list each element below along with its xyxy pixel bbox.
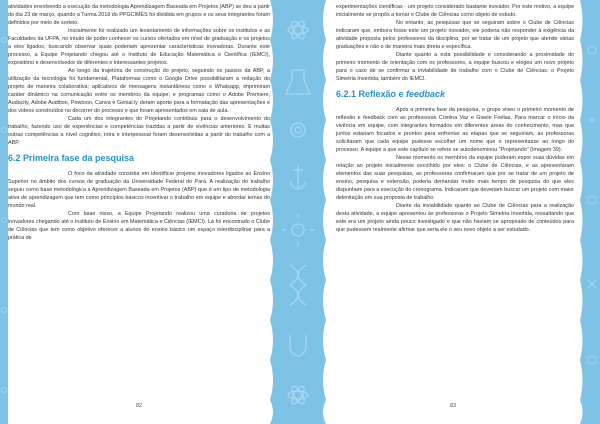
heading-italic-text: feedback bbox=[406, 89, 446, 99]
page-number: 82 bbox=[135, 403, 143, 409]
paragraph: No entanto, as pesquisas que se seguiram sobre o Clube de Ciências indicaram que, embora fosse este um projeto inovador, ele poderia não responder à exigência da atividade proposta pelos professores da disciplina, por se tratar de um projeto que atende várias graduações e não o de maneira mais direta e específica. bbox=[336, 20, 574, 50]
subsection-heading bbox=[336, 89, 574, 100]
left-page bbox=[8, 0, 270, 424]
paragraph: atividades envolvendo a execução da metodologia Aprendizagem Baseada em Projetos (ABP) se deu a partir do dia 23 de março, quando a Turma 2018 do PPGCIMES foi dividida em grupos e os seus integrantes foram definidos por meio de sorteio. bbox=[8, 4, 270, 26]
heading-text: 6.2.1 Reflexão e bbox=[336, 89, 407, 99]
right-outer-border bbox=[580, 0, 600, 424]
paragraph: O foco da atividade consistia em identificar projetos inovadores ligados ao Ensino Superior no âmbito dos cursos de graduação da Universidade Federal do Pará. A realização do trabalho seguiu como base metodológica a Aprendizagem Baseada em Projetos (ABP) que é um tipo de metodologia ativa de aprendizagem que tem como princípios básicos incentivar o trabalho em equipe e abordar temas do mundo real. bbox=[8, 171, 270, 209]
paragraph: Após a primeira fase da pesquisa, o grupo viveu o primeiro momento de reflexão e feedback com as professoras Cristina Vaz e Gisele Freitas. Para marcar o início da vivência em equipe, com integrantes formados em diferentes áreas do conhecimento, mas que juntos estariam focados e prontos para enfrentar as etapas que se seguiriam, as professoras solicitaram que cada equipe pudesse escolher um nome que o representasse ao longo do processo. A equipe a que este capítulo se refere se autodenominou "Projetando" (Imagem 39). bbox=[336, 107, 574, 153]
paragraph: Cada um dos integrantes do Projetando contribuiu para o desenvolvimento do trabalho, fazendo uso de experiências e competências trazidas a partir de vivências anteriores. E muitas outras competências a nível cognitivo, intra e interpessoal foram desenvolvidas a partir do trabalho com a ABP. bbox=[8, 116, 270, 146]
paragraph: Diante da inviabilidade quanto ao Clube de Ciências para a realização desta atividade, a equipe apresentou às professoras o Projeto Simetria Invertida, ressaltando que este era um projeto ainda pouco investigado e que não haviam se apropriado de conteúdos para que pudessem realmente afirmar que seria ele o seu novo objeto a ser estudado. bbox=[336, 203, 574, 233]
section-heading: 6.2 Primeira fase da pesquisa bbox=[8, 153, 135, 163]
science-pattern bbox=[270, 0, 326, 424]
paragraph: Ao longo da trajetória de construção do projeto, seguindo os passos da ABP, a utilização da tecnologia foi fundamental. Plataformas como o Google Drive possibilitaram a redação do projeto de maneira colaborativa; aplicativos de mensagens instantâneos como o Whatsapp, imprimiram caráter dinâmico na comunicação entre os membros da equipe; e programas como o Adobe Premiere, Audacity, Adobe Audition, Powtoon, Canva e Genial.ly deram aporte para a formatação das apresentações e dos vídeos construídos no decorrer do processo e que foram apresentados em sala de aula. bbox=[8, 68, 270, 114]
right-page-text bbox=[336, 3, 574, 234]
left-outer-border bbox=[0, 0, 8, 424]
science-pattern bbox=[0, 0, 8, 424]
paragraph: Inicialmente foi realizado um levantamento de informações sobre os institutos e as Faculdades da UFPA, no intuito de poder conhecer os cursos ofertados em nível de graduação e os projetos a eles ligados, buscando observar quais poderiam apresentar características inovadoras. Durante este processo, a Equipe Projetando chegou até o Instituto de Educação Matemática e Científica (IEMCI), expositório e desenvolvedor de diferentes e interessantes projetos. bbox=[8, 28, 270, 66]
center-gutter-border bbox=[270, 0, 326, 424]
paragraph: Nesse momento os membros da equipe puderam expor suas dúvidas em relação ao projeto inicialmente escolhido por eles: o Clube de Ciências, e as apresentaram elementos das suas pesquisas, as professoras confirmaram que por se tratar de um projeto de ensino, pesquisa e extensão, poderia demandar muito mais tempo de pesquisa do que eles dispunham para a execução do cronograma. Indicaram que deveriam buscar um projeto com maior delimitação em sua proposta de trabalho. bbox=[336, 155, 574, 201]
page-number: 83 bbox=[449, 403, 457, 409]
left-page-text bbox=[8, 3, 270, 242]
right-page bbox=[326, 0, 580, 424]
science-pattern bbox=[580, 0, 600, 424]
paragraph: Com base nisso, a Equipe Projetando realizou uma curadoria de projetos inovadores chegando até o Instituto de Ensino em Matemática e Ciências (IEMCI). Lá foi encontrado o Clube de Ciências que tem como objetivo oferecer a alunos do ensino básico um espaço interdisciplinar para a prática de bbox=[8, 211, 270, 241]
paragraph: Diante quanto a esta possibilidade e considerando a proximidade do primeiro momento de orientação com os professores, a equipe buscou e elegeu um novo projeto para o caso de se confirmar a inviabilidade de trabalho com o Clube de Ciências: o Projeto Simetria Invertida, também do IEMCI. bbox=[336, 52, 574, 82]
paragraph: experimentações científicas - um projeto considerado bastante inovador. Por este motivo, a equipe inicialmente se propôs a tomar o Clube de Ciências como objeto de estudo. bbox=[336, 4, 574, 18]
